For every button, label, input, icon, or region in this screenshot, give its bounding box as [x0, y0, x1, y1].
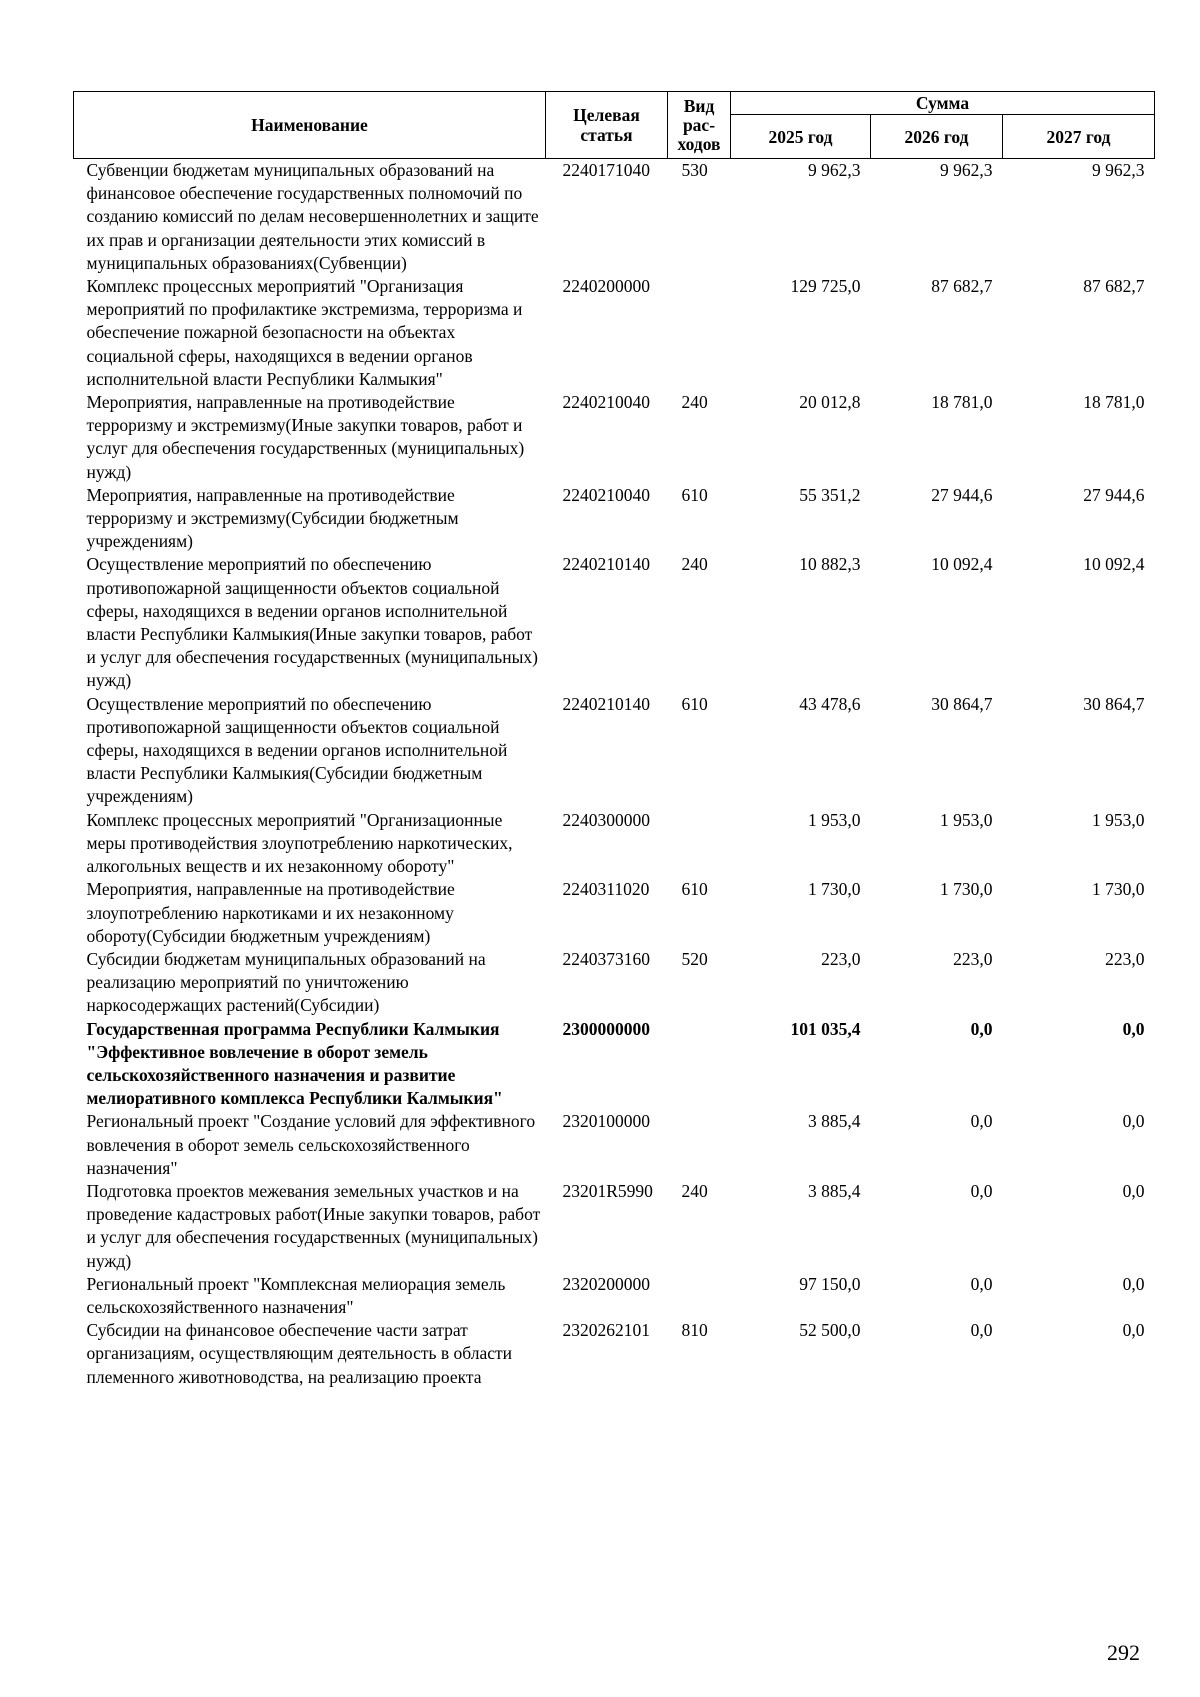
- row-target-code: 2300000000: [562, 1018, 650, 1039]
- row-amount-2025: 52 500,0: [799, 1320, 861, 1341]
- table-row: [74, 159, 1155, 276]
- row-name: Мероприятия, направленные на противодействие злоупотреблению наркотиками и их незаконному обороту(Субсидии бюджетным учреждениям): [86, 879, 455, 946]
- table-row: [74, 484, 1155, 554]
- header-sum: Сумма: [731, 92, 1155, 115]
- row-amount-2026: 1 953,0: [940, 809, 993, 830]
- row-expense-type: 240: [681, 554, 708, 575]
- row-amount-2027: 27 944,6: [1083, 484, 1145, 505]
- row-amount-2027: 1 730,0: [1092, 879, 1145, 900]
- row-expense-type: 610: [681, 484, 708, 505]
- table-row: [74, 391, 1155, 484]
- row-name: Комплекс процессных мероприятий "Организационные меры противодействия злоупотреблению наркотических, алкогольных веществ и их незаконному обороту": [86, 809, 513, 877]
- row-amount-2026: 1 730,0: [940, 879, 993, 900]
- row-expense-type: [668, 1273, 731, 1319]
- row-amount-2026: 0,0: [970, 1111, 993, 1132]
- table-body: [74, 159, 1155, 1389]
- row-amount-2027: 9 962,3: [1092, 160, 1145, 180]
- row-name: Мероприятия, направленные на противодействие терроризму и экстремизму(Иные закупки товаров, работ и услуг для обеспечения государственных (муниципальных) нужд): [86, 392, 525, 482]
- header-year-2027: 2027 год: [1003, 115, 1155, 159]
- row-amount-2026: 87 682,7: [931, 276, 993, 297]
- row-amount-2025: 55 351,2: [799, 484, 861, 505]
- row-amount-2025: 97 150,0: [799, 1273, 861, 1294]
- row-expense-type: 240: [681, 1180, 708, 1201]
- table-row: [74, 878, 1155, 948]
- table-row: [74, 553, 1155, 692]
- row-expense-type: 520: [681, 948, 708, 969]
- row-amount-2026: 10 092,4: [931, 554, 993, 575]
- row-name: Региональный проект "Создание условий для эффективного вовлечения в оборот земель сельскохозяйственного назначения": [86, 1111, 536, 1178]
- row-amount-2025: 20 012,8: [799, 392, 861, 413]
- row-amount-2025: 43 478,6: [799, 693, 861, 714]
- row-amount-2027: 0,0: [1122, 1018, 1145, 1039]
- row-amount-2026: 223,0: [953, 948, 993, 969]
- row-expense-type: 240: [681, 392, 708, 413]
- table-row: [74, 948, 1155, 1018]
- row-amount-2025: 223,0: [821, 948, 861, 969]
- row-name: Комплекс процессных мероприятий "Организация мероприятий по профилактике экстремизма, терроризма и обеспечение пожарной безопасности на объектах социальной сферы, находящихся в ведении органов исполнительной власти Республики Калмыкия": [86, 276, 523, 389]
- row-target-code: 2240200000: [562, 276, 650, 297]
- row-target-code: 2240373160: [562, 948, 650, 969]
- row-amount-2026: 30 864,7: [931, 693, 993, 714]
- row-amount-2026: 0,0: [970, 1018, 993, 1039]
- row-amount-2025: 1 730,0: [808, 879, 861, 900]
- row-expense-type: 610: [681, 879, 708, 900]
- page-number: 292: [1107, 1640, 1140, 1665]
- row-amount-2025: 3 885,4: [808, 1111, 861, 1132]
- row-amount-2026: 27 944,6: [931, 484, 993, 505]
- row-name: Субсидии на финансовое обеспечение части затрат организациям, осуществляющим деятельность в области племенного животноводства, на реализацию проекта: [86, 1320, 513, 1387]
- row-amount-2026: 0,0: [970, 1180, 993, 1201]
- row-target-code: 2240210140: [562, 554, 650, 575]
- row-expense-type: 610: [681, 693, 708, 714]
- row-expense-type: [668, 1110, 731, 1180]
- header-name: Наименование: [74, 92, 546, 159]
- row-name: Осуществление мероприятий по обеспечению противопожарной защищенности объектов социальной сферы, находящихся в ведении органов исполнительной власти Республики Калмыкия(Иные закупки товаров, работ и услуг для обеспечения государственных (муниципальных) нужд): [86, 554, 538, 691]
- row-expense-type: [668, 275, 731, 391]
- row-target-code: 2240210040: [562, 392, 650, 413]
- row-name: Региональный проект "Комплексная мелиорация земель сельскохозяйственного назначения": [86, 1273, 506, 1317]
- row-name: Государственная программа Республики Калмыкия "Эффективное вовлечение в оборот земель сельскохозяйственного назначения и развитие мелиоративного комплекса Республики Калмыкия": [86, 1018, 503, 1109]
- row-amount-2027: 18 781,0: [1083, 392, 1145, 413]
- row-amount-2025: 9 962,3: [808, 160, 861, 180]
- row-target-code: 2240210040: [562, 484, 650, 505]
- row-name: Мероприятия, направленные на противодействие терроризму и экстремизму(Субсидии бюджетным учреждениям): [86, 484, 459, 552]
- table-row: [74, 1018, 1155, 1111]
- row-amount-2027: 0,0: [1122, 1320, 1145, 1341]
- row-amount-2026: 9 962,3: [940, 160, 993, 180]
- row-amount-2027: 30 864,7: [1083, 693, 1145, 714]
- row-amount-2025: 3 885,4: [808, 1180, 861, 1201]
- row-name: Субвенции бюджетам муниципальных образований на финансовое обеспечение государственных полномочий по созданию комиссий по делам несовершеннолетних и защите их прав и организации деятельности этих комиссий в муниципальных образованиях(Субвенции): [86, 160, 539, 273]
- table-row: [74, 809, 1155, 879]
- row-amount-2027: 10 092,4: [1083, 554, 1145, 575]
- table-row: [74, 1273, 1155, 1319]
- header-year-2026: 2026 год: [871, 115, 1003, 159]
- table-row: [74, 1319, 1155, 1389]
- budget-table: [73, 91, 1155, 1389]
- row-name: Субсидии бюджетам муниципальных образований на реализацию мероприятий по уничтожению наркосодержащих растений(Субсидии): [86, 948, 486, 1016]
- row-amount-2025: 101 035,4: [790, 1018, 861, 1039]
- row-amount-2025: 1 953,0: [808, 809, 861, 830]
- row-target-code: 2320100000: [562, 1111, 650, 1132]
- table-row: [74, 1180, 1155, 1273]
- row-target-code: 2320262101: [562, 1320, 650, 1341]
- header-expense-type: Вид рас-ходов: [668, 92, 731, 159]
- row-name: Подготовка проектов межевания земельных участков и на проведение кадастровых работ(Иные закупки товаров, работ и услуг для обеспечения государственных (муниципальных) нужд): [86, 1180, 541, 1271]
- row-expense-type: [668, 809, 731, 879]
- row-amount-2026: 18 781,0: [931, 392, 993, 413]
- row-expense-type: [668, 1018, 731, 1111]
- row-amount-2026: 0,0: [970, 1273, 993, 1294]
- table-row: [74, 693, 1155, 809]
- row-target-code: 2240171040: [562, 160, 650, 180]
- row-amount-2025: 129 725,0: [790, 276, 861, 297]
- row-amount-2027: 0,0: [1122, 1180, 1145, 1201]
- header-target-article: Целевая статья: [546, 92, 668, 159]
- row-amount-2026: 0,0: [970, 1320, 993, 1341]
- row-expense-type: 530: [681, 160, 708, 180]
- table-row: [74, 275, 1155, 391]
- row-amount-2027: 1 953,0: [1092, 809, 1145, 830]
- row-amount-2027: 87 682,7: [1083, 276, 1145, 297]
- row-target-code: 2240311020: [562, 879, 650, 900]
- row-target-code: 23201R5990: [562, 1180, 653, 1201]
- row-amount-2027: 223,0: [1105, 948, 1145, 969]
- row-target-code: 2320200000: [562, 1273, 650, 1294]
- table-row: [74, 1110, 1155, 1180]
- row-amount-2027: 0,0: [1122, 1111, 1145, 1132]
- row-target-code: 2240210140: [562, 693, 650, 714]
- row-amount-2025: 10 882,3: [799, 554, 861, 575]
- row-amount-2027: 0,0: [1122, 1273, 1145, 1294]
- header-year-2025: 2025 год: [731, 115, 871, 159]
- row-name: Осуществление мероприятий по обеспечению противопожарной защищенности объектов социальной сферы, находящихся в ведении органов исполнительной власти Республики Калмыкия(Субсидии бюджетным учреждениям): [86, 693, 508, 807]
- table-header: [74, 92, 1155, 159]
- row-expense-type: 810: [681, 1320, 708, 1341]
- row-target-code: 2240300000: [562, 809, 650, 830]
